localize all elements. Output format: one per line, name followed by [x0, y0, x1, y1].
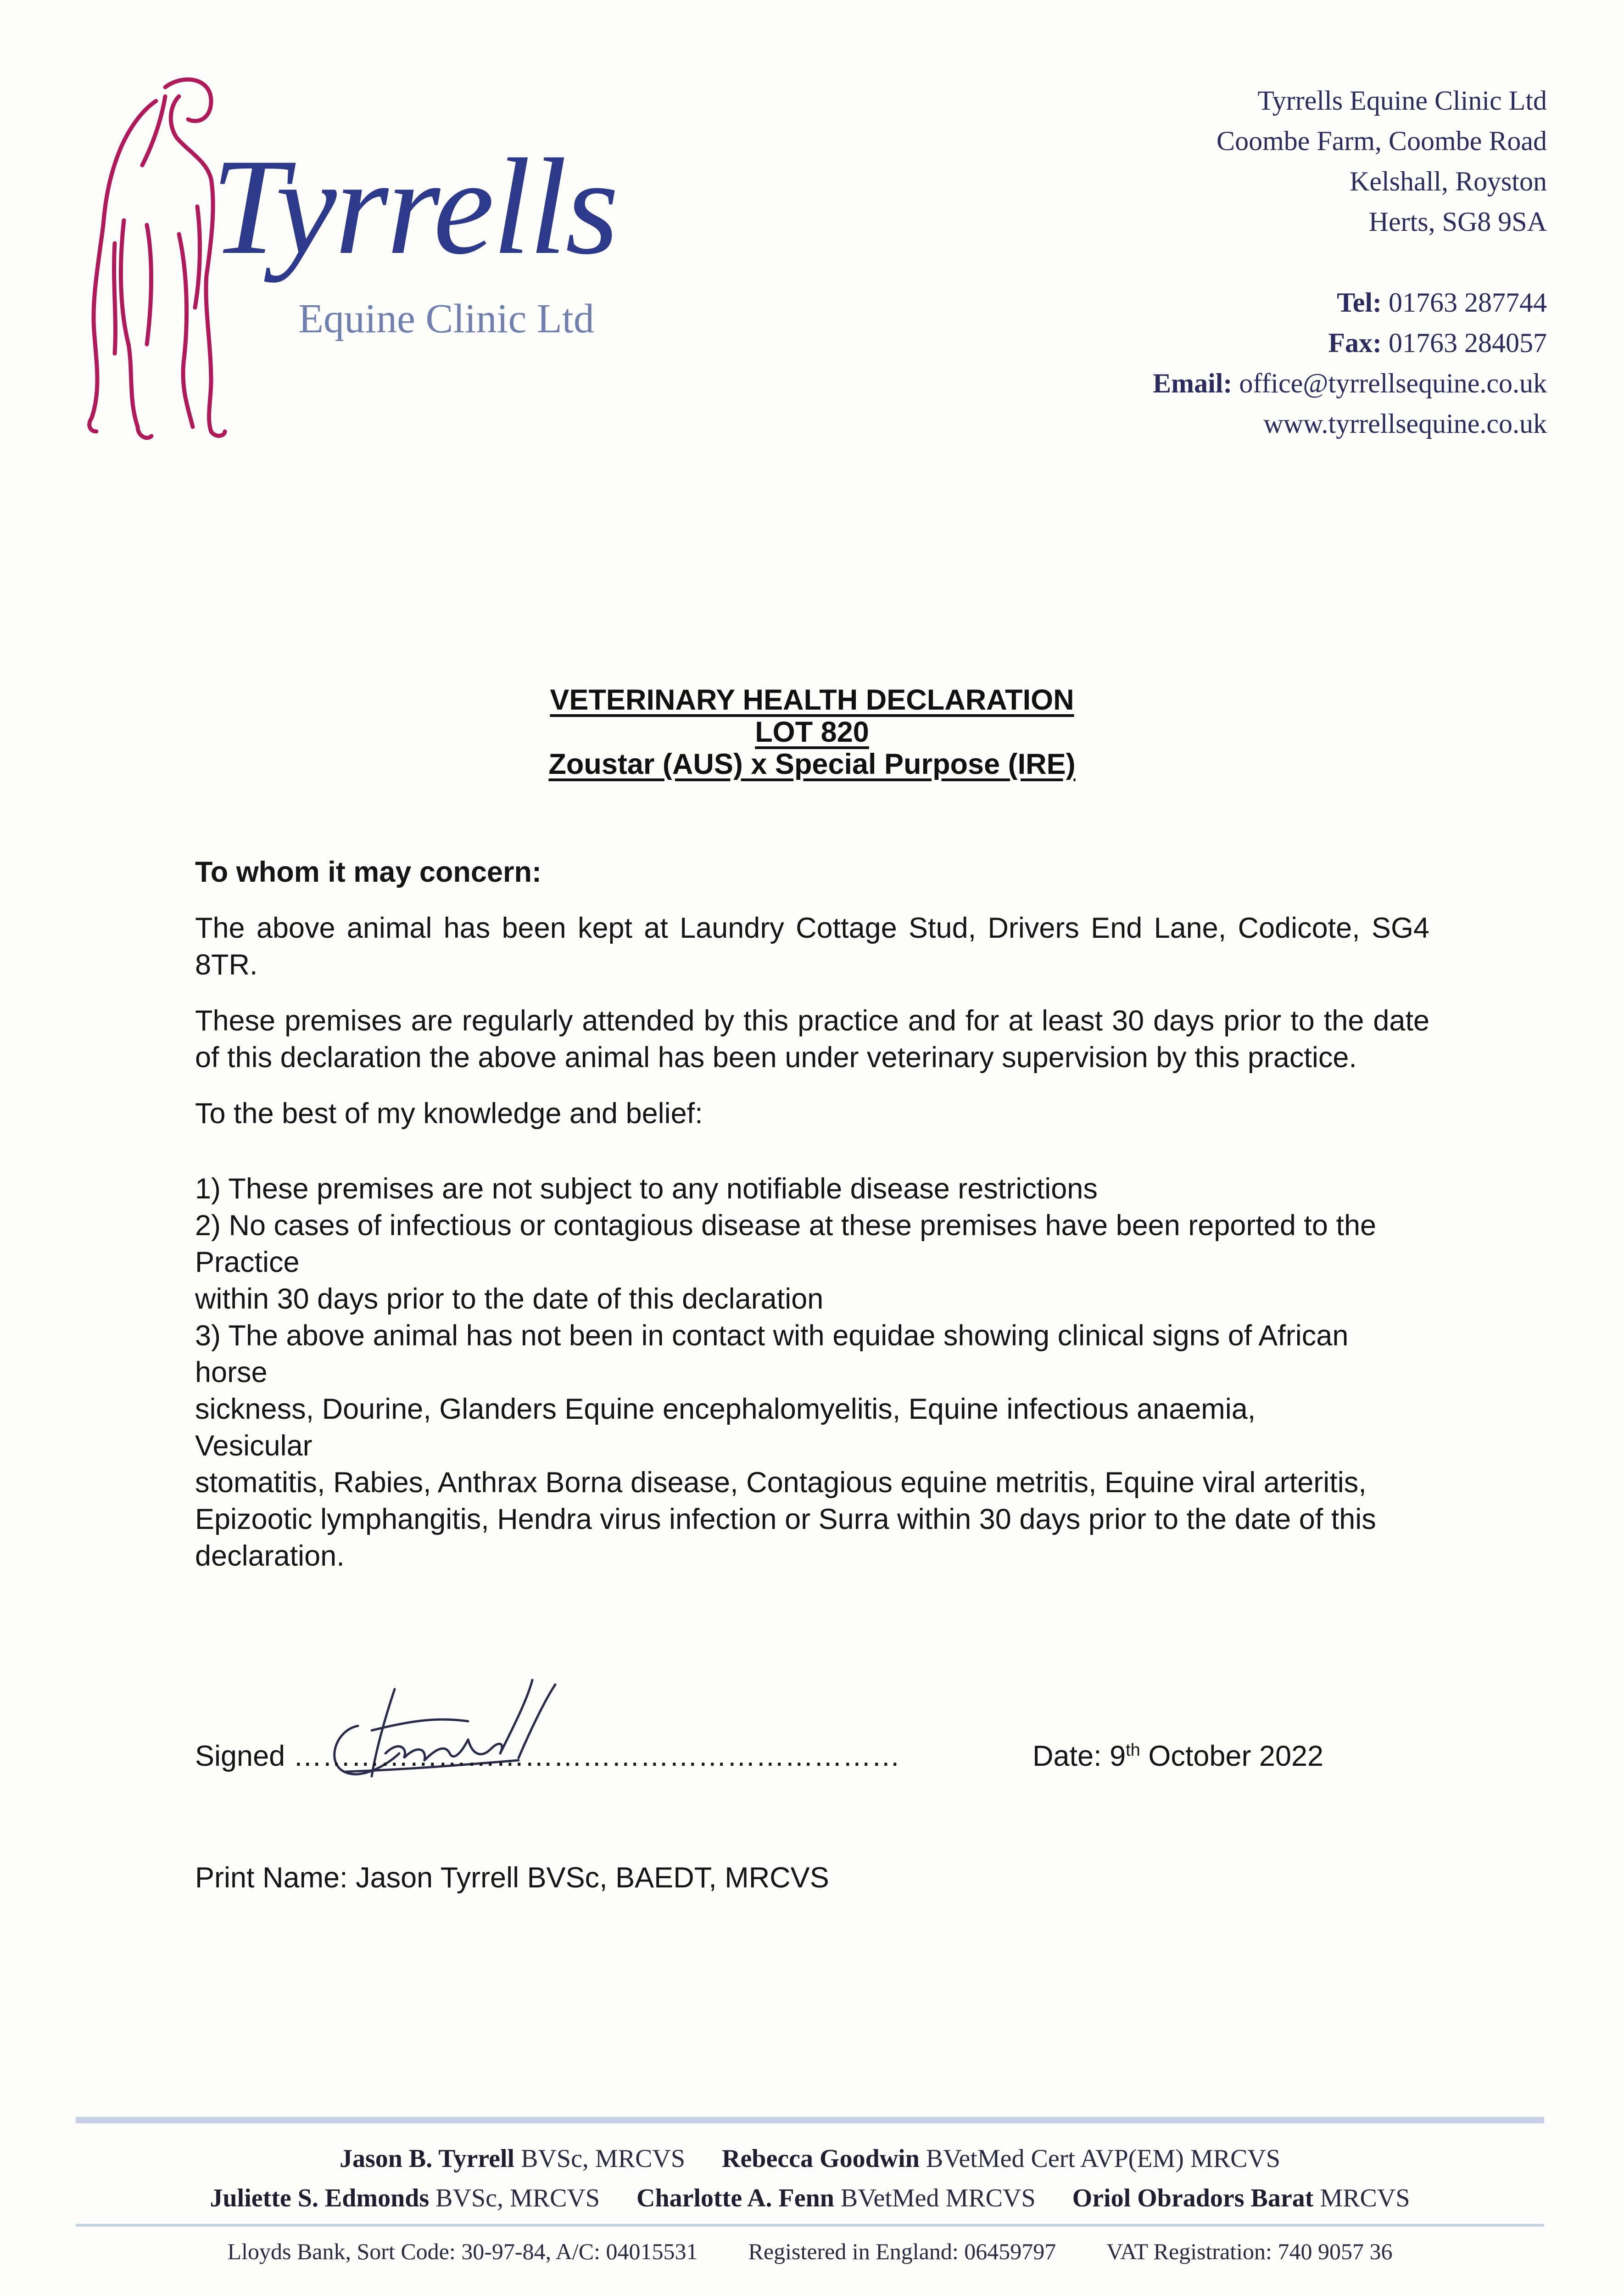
staff-member: Juliette S. Edmonds BVSc, MRCVS: [210, 2184, 600, 2212]
footer-divider: [76, 2117, 1544, 2123]
fax: Fax: 01763 284057: [1328, 328, 1547, 358]
paragraph-premises: The above animal has been kept at Laundry Cottage Stud, Drivers End Lane, Codicote, SG4 8TR.: [195, 912, 1429, 981]
signature-line: [195, 1740, 900, 1773]
list-item: sickness, Dourine, Glanders Equine encephalomyelitis, Equine infectious anaemia,: [195, 1393, 1256, 1425]
bank-details: Lloyds Bank, Sort Code: 30-97-84, A/C: 04015531: [227, 2239, 698, 2264]
telephone: Tel: 01763 287744: [1337, 287, 1547, 318]
pedigree: Zoustar (AUS) x Special Purpose (IRE): [548, 748, 1076, 780]
declaration-body: [195, 854, 1429, 1574]
signature-dots: ………………………………………………………: [293, 1740, 900, 1772]
staff-member: Jason B. Tyrrell BVSc, MRCVS: [339, 2144, 685, 2173]
list-item: Epizootic lymphangitis, Hendra virus infection or Surra within 30 days prior to the date of this: [195, 1503, 1376, 1535]
list-item: 2) No cases of infectious or contagious disease at these premises have been reported to the: [195, 1209, 1377, 1242]
paragraph-belief: To the best of my knowledge and belief:: [195, 1097, 703, 1130]
salutation: To whom it may concern:: [195, 856, 541, 888]
logo-subtitle: Equine Clinic Ltd: [298, 296, 594, 341]
address-line-2: Kelshall, Royston: [1350, 166, 1547, 196]
address-line-1: Coombe Farm, Coombe Road: [1217, 126, 1547, 156]
registration-number: Registered in England: 06459797: [748, 2239, 1056, 2264]
list-item: declaration.: [195, 1540, 345, 1572]
list-item: Vesicular: [195, 1430, 313, 1462]
logo-name: Tyrrells: [211, 130, 617, 283]
staff-member: Rebecca Goodwin BVetMed Cert AVP(EM) MRCVS: [722, 2144, 1281, 2173]
website-link[interactable]: www.tyrrellsequine.co.uk: [1263, 409, 1547, 439]
company-registration: [76, 2233, 1544, 2270]
list-item: stomatitis, Rabies, Anthrax Borna disease, Contagious equine metritis, Equine viral arteritis,: [195, 1467, 1367, 1499]
declaration-date: Date: 9th October 2022: [1032, 1740, 1324, 1772]
staff-list: [76, 2139, 1544, 2218]
list-item: within 30 days prior to the date of this declaration: [195, 1283, 824, 1315]
signed-label: Signed: [195, 1740, 285, 1772]
list-item: horse: [195, 1356, 268, 1388]
company-name: Tyrrells Equine Clinic Ltd: [1257, 85, 1547, 116]
list-item: 3) The above animal has not been in contact with equidae showing clinical signs of African: [195, 1320, 1349, 1352]
print-name: Print Name: Jason Tyrrell BVSc, BAEDT, MRCVS: [195, 1862, 829, 1894]
lot-number: LOT 820: [755, 716, 869, 748]
declaration-heading: [0, 684, 1624, 780]
document-title: VETERINARY HEALTH DECLARATION: [550, 684, 1074, 716]
email[interactable]: Email: office@tyrrellsequine.co.uk: [1153, 368, 1547, 398]
list-item: 1) These premises are not subject to any notifiable disease restrictions: [195, 1173, 1098, 1205]
declaration-list: [195, 1170, 1429, 1574]
paragraph-supervision: These premises are regularly attended by this practice and for at least 30 days prior to the date of this declaration the above animal has been under veterinary supervision by this practice.: [195, 1005, 1429, 1074]
staff-member: Oriol Obradors Barat MRCVS: [1072, 2184, 1410, 2212]
address-line-3: Herts, SG8 9SA: [1368, 207, 1547, 237]
vat-number: VAT Registration: 740 9057 36: [1106, 2239, 1393, 2264]
staff-member: Charlotte A. Fenn BVetMed MRCVS: [636, 2184, 1036, 2212]
footer-divider-bottom: [76, 2224, 1544, 2227]
list-item: Practice: [195, 1246, 300, 1278]
company-logo: [73, 69, 624, 445]
address-block: [1153, 80, 1547, 444]
